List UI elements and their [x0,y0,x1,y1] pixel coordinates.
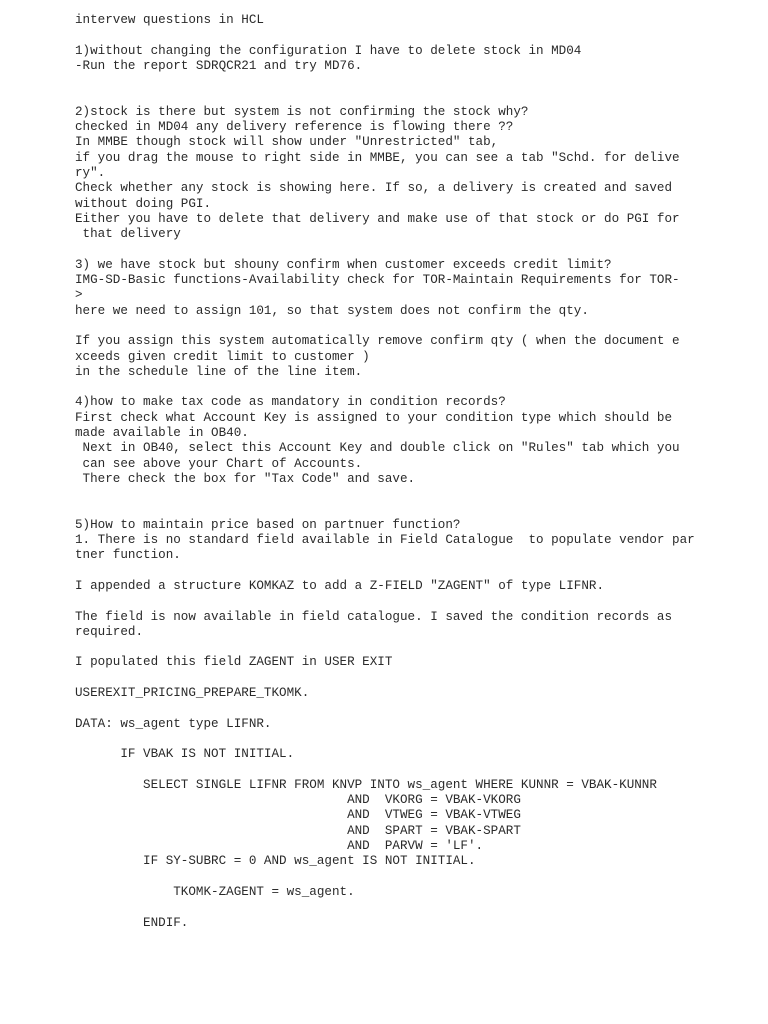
text-line: without doing PGI. [75,196,212,211]
text-line: 3) we have stock but shouny confirm when customer exceeds credit limit? [75,257,612,272]
blank-line [75,28,755,43]
text-line: I appended a structure KOMKAZ to add a Z-FIELD "ZAGENT" of type LIFNR. [75,578,605,593]
text-line: TKOMK-ZAGENT = ws_agent. [75,884,355,899]
text-line: SELECT SINGLE LIFNR FROM KNVP INTO ws_agent WHERE KUNNR = VBAK-KUNNR [75,777,657,792]
text-line: Next in OB40, select this Account Key and double click on "Rules" tab which you [75,441,680,456]
text-line: DATA: ws_agent type LIFNR. [75,716,272,731]
text-line: that delivery [75,227,181,242]
text-line: here we need to assign 101, so that system does not confirm the qty. [75,303,589,318]
text-line: There check the box for "Tax Code" and save. [75,471,416,486]
text-line: AND VTWEG = VBAK-VTWEG [75,808,521,823]
blank-line [75,900,755,915]
text-line: USEREXIT_PRICING_PREPARE_TKOMK. [75,686,310,701]
text-line: The field is now available in field catalogue. I saved the condition records as [75,609,673,624]
blank-line [75,763,755,778]
blank-line [75,242,755,257]
text-line: ENDIF. [75,915,189,930]
text-line: IF SY-SUBRC = 0 AND ws_agent IS NOT INITIAL. [75,854,476,869]
text-line: In MMBE though stock will show under "Unrestricted" tab, [75,135,499,150]
text-line: -Run the report SDRQCR21 and try MD76. [75,58,363,73]
text-line: made available in OB40. [75,426,249,441]
blank-line [75,671,755,686]
text-line: Check whether any stock is showing here. If so, a delivery is created and saved [75,181,673,196]
text-line: First check what Account Key is assigned to your condition type which should be [75,410,673,425]
text-line: IF VBAK IS NOT INITIAL. [75,747,295,762]
text-line: > [75,288,83,303]
text-line: checked in MD04 any delivery reference is flowing there ?? [75,120,514,135]
blank-line [75,89,755,104]
blank-line [75,319,755,334]
text-line: ry". [75,165,106,180]
text-line: xceeds given credit limit to customer ) [75,349,370,364]
text-line: can see above your Chart of Accounts. [75,456,363,471]
text-line: in the schedule line of the line item. [75,364,363,379]
text-line: required. [75,624,144,639]
blank-line [75,74,755,89]
blank-line [75,380,755,395]
text-line: tner function. [75,548,181,563]
blank-line [75,503,755,518]
text-line: AND VKORG = VBAK-VKORG [75,793,521,808]
blank-line [75,594,755,609]
blank-line [75,564,755,579]
blank-line [75,701,755,716]
blank-line [75,732,755,747]
text-line: 4)how to make tax code as mandatory in condition records? [75,395,506,410]
text-line: 1)without changing the configuration I have to delete stock in MD04 [75,43,582,58]
blank-line [75,640,755,655]
text-line: if you drag the mouse to right side in MMBE, you can see a tab "Schd. for delive [75,150,680,165]
text-line: IMG-SD-Basic functions-Availability check for TOR-Maintain Requirements for TOR- [75,273,680,288]
text-line: intervew questions in HCL [75,13,264,27]
text-line: Either you have to delete that delivery and make use of that stock or do PGI for [75,211,680,226]
document-body [75,13,755,931]
text-line: AND SPART = VBAK-SPART [75,823,521,838]
text-line: 1. There is no standard field available in Field Catalogue to populate vendor par [75,533,695,548]
text-line: AND PARVW = 'LF'. [75,839,484,854]
blank-line [75,870,755,885]
text-line: 5)How to maintain price based on partnuer function? [75,517,461,532]
blank-line [75,487,755,502]
text-line: I populated this field ZAGENT in USER EXIT [75,655,393,670]
text-line: If you assign this system automatically remove confirm qty ( when the document e [75,334,680,349]
text-line: 2)stock is there but system is not confirming the stock why? [75,104,529,119]
